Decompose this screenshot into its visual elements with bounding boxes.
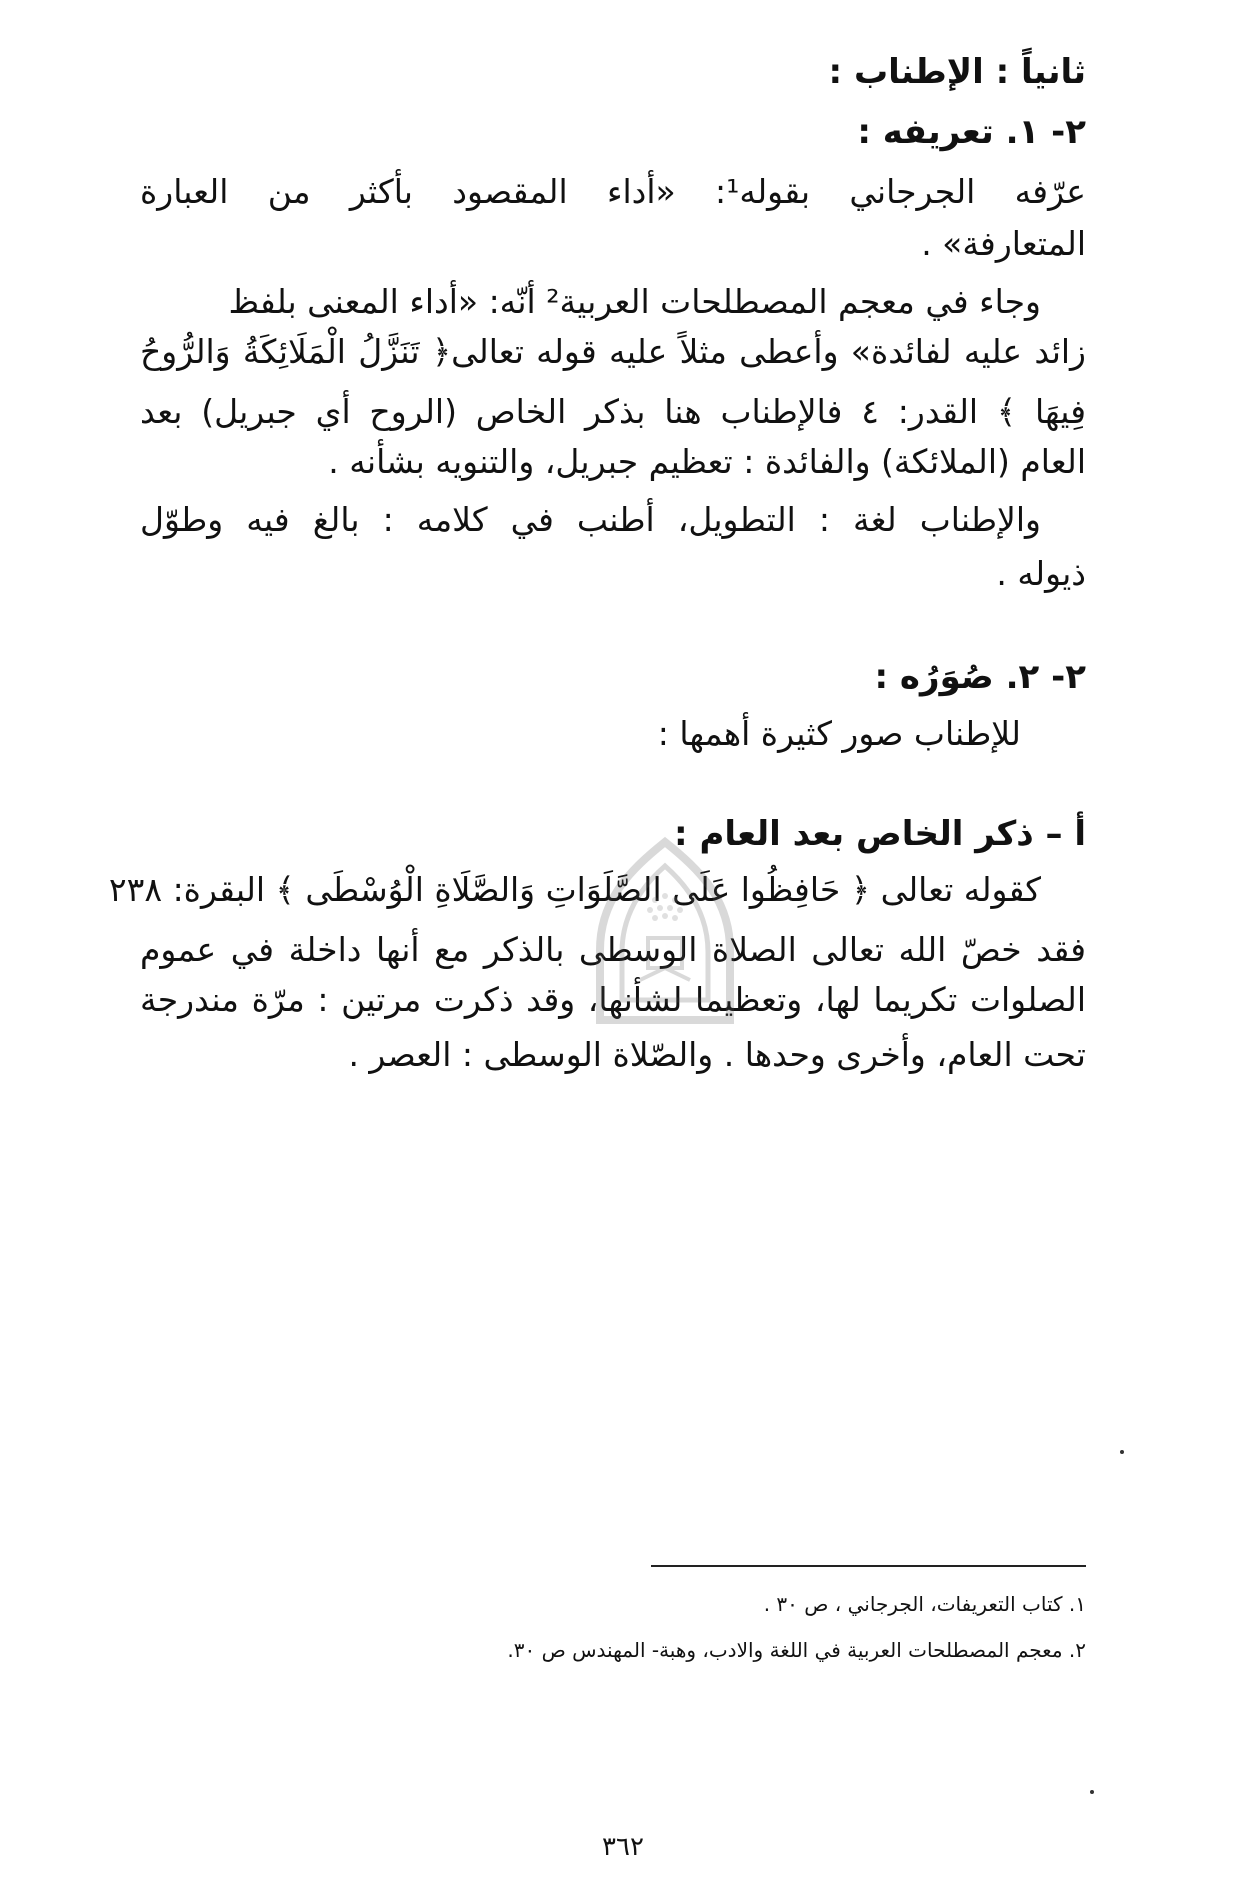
page-number: ٣٦٢	[602, 1832, 644, 1862]
subsection-heading-definition: ٢- ١. تعريفه :	[857, 112, 1086, 152]
library-seal-icon	[560, 830, 770, 1040]
paragraph-line: وجاء في معجم المصطلحات العربية² أنّه: «أداء المعنى بلفظ	[228, 282, 1041, 321]
paragraph-line: المتعارفة» .	[921, 224, 1086, 263]
paragraph-line: عرّفه الجرجاني بقوله¹: «أداء المقصود بأكثر من العبارة	[140, 172, 1086, 211]
paragraph-line: كقوله تعالى ﴿ حَافِظُوا عَلَى الصَّلَوَاتِ وَالصَّلَاةِ الْوُسْطَى ﴾ البقرة: ٢٣٨	[108, 870, 1041, 909]
paragraph-line: زائد عليه لفائدة» وأعطى مثلاً عليه قوله تعالى﴿ تَنَزَّلُ الْمَلَائِكَةُ وَالرُّوحُ	[140, 332, 1086, 371]
scan-speck	[1120, 1450, 1124, 1454]
paragraph-line: العام (الملائكة) والفائدة : تعظيم جبريل، والتنويه بشأنه .	[328, 442, 1086, 481]
paragraph-line: ذيوله .	[996, 554, 1086, 593]
paragraph-line: فِيهَا ﴾ القدر: ٤ فالإطناب هنا بذكر الخاص (الروح أي جبريل) بعد	[140, 392, 1086, 431]
subsection-heading-forms: ٢- ٢. صُوَرُه :	[874, 657, 1086, 697]
footnote-2: ٢. معجم المصطلحات العربية في اللغة والادب، وهبة- المهندس ص ٣٠.	[507, 1638, 1086, 1662]
section-heading: ثانياً : الإطناب :	[828, 52, 1086, 92]
paragraph-line: فقد خصّ الله تعالى الصلاة الوسطى بالذكر مع أنها داخلة في عموم	[140, 930, 1086, 969]
footnote-divider	[651, 1565, 1086, 1567]
paragraph-line: للإطناب صور كثيرة أهمها :	[657, 714, 1021, 753]
paragraph-line: والإطناب لغة : التطويل، أطنب في كلامه : بالغ فيه وطوّل	[140, 500, 1041, 539]
paragraph-line: الصلوات تكريما لها، وتعظيما لشأنها، وقد ذكرت مرتين : مرّة مندرجة	[140, 980, 1086, 1019]
paragraph-line: تحت العام، وأخرى وحدها . والصّلاة الوسطى : العصر .	[348, 1035, 1086, 1074]
subsection-heading-a: أ – ذكر الخاص بعد العام :	[674, 814, 1086, 854]
scan-speck	[1090, 1790, 1094, 1794]
footnote-1: ١. كتاب التعريفات، الجرجاني ، ص ٣٠ .	[763, 1592, 1086, 1616]
